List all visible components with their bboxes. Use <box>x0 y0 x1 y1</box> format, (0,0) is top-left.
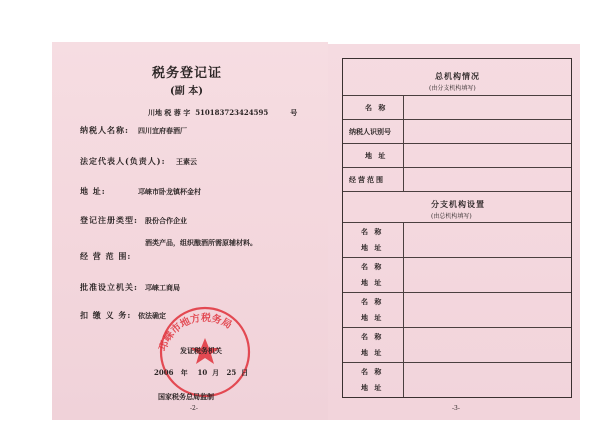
cert-number: 510183723424595 <box>195 108 269 117</box>
taxpayer-name-value: 四川宜府春酒厂 <box>138 126 187 135</box>
date-day: 25 <box>226 368 237 377</box>
withholding-label: 扣 缴 义 务: <box>80 310 132 320</box>
hq-row-name: 名 称 <box>365 103 388 112</box>
seal-text: 邛崃市地方税务局 <box>157 312 234 353</box>
approval-label: 批准设立机关: <box>80 282 138 292</box>
approval-value: 邛崃工商局 <box>145 283 180 292</box>
hq-row-address: 地 址 <box>365 151 388 160</box>
branch-name-label: 名 称 <box>361 297 384 306</box>
branch-address-label: 地 址 <box>361 278 384 287</box>
page-number-right: -3- <box>452 405 460 412</box>
branch-title: 分支机构设置 <box>431 199 485 209</box>
page-title: 税务登记证 <box>152 66 223 81</box>
date-year-unit: 年 <box>180 368 188 377</box>
branch-name-label: 名 称 <box>361 332 384 341</box>
branch-name-label: 名 称 <box>361 367 384 376</box>
hq-title: 总机构情况 <box>435 71 480 81</box>
branch-name-label: 名 称 <box>361 262 384 271</box>
branch-address-label: 地 址 <box>361 383 384 392</box>
branch-note: (由总机构填写) <box>431 213 472 220</box>
issuer-label: 发证税务机关 <box>180 346 222 355</box>
taxpayer-name-label: 纳税人名称: <box>80 125 129 135</box>
cert-suffix: 号 <box>290 108 298 117</box>
branch-address-label: 地 址 <box>361 243 384 252</box>
reg-type-value: 股份合作企业 <box>145 216 187 225</box>
legal-rep-value: 王素云 <box>176 157 197 166</box>
date-month: 10 <box>197 368 208 377</box>
date-month-unit: 月 <box>212 368 220 377</box>
hq-note: (由分支机构填写) <box>429 85 476 92</box>
hq-row-scope: 经营范围 <box>349 175 385 184</box>
reg-type-label: 登记注册类型: <box>80 215 138 225</box>
date-day-unit: 日 <box>241 368 249 377</box>
date-year: 2006 <box>154 368 174 377</box>
supervisor-text: 国家税务总局监制 <box>158 392 214 401</box>
institution-table <box>342 58 572 398</box>
issue-date <box>154 368 248 378</box>
copy-subtitle: (副 本) <box>170 86 203 97</box>
cert-prefix: 川地 税 蓉 字 <box>148 108 191 117</box>
withholding-value: 依法确定 <box>138 311 166 320</box>
scope-value: 酒类产品，组织酿酒所需原辅材料。 <box>145 238 257 247</box>
hq-row-taxid: 纳税人识别号 <box>349 127 391 136</box>
branch-address-label: 地 址 <box>361 348 384 357</box>
branch-name-label: 名 称 <box>361 227 384 236</box>
branch-address-label: 地 址 <box>361 313 384 322</box>
page-number-left: -2- <box>190 405 198 412</box>
scope-label: 经 营 范 围: <box>80 251 132 261</box>
legal-rep-label: 法定代表人(负责人): <box>80 156 166 166</box>
address-label: 地 址: <box>80 186 106 196</box>
certificate-number-line <box>148 108 297 118</box>
address-value: 邛崃市卧龙镇杯金村 <box>138 187 201 196</box>
